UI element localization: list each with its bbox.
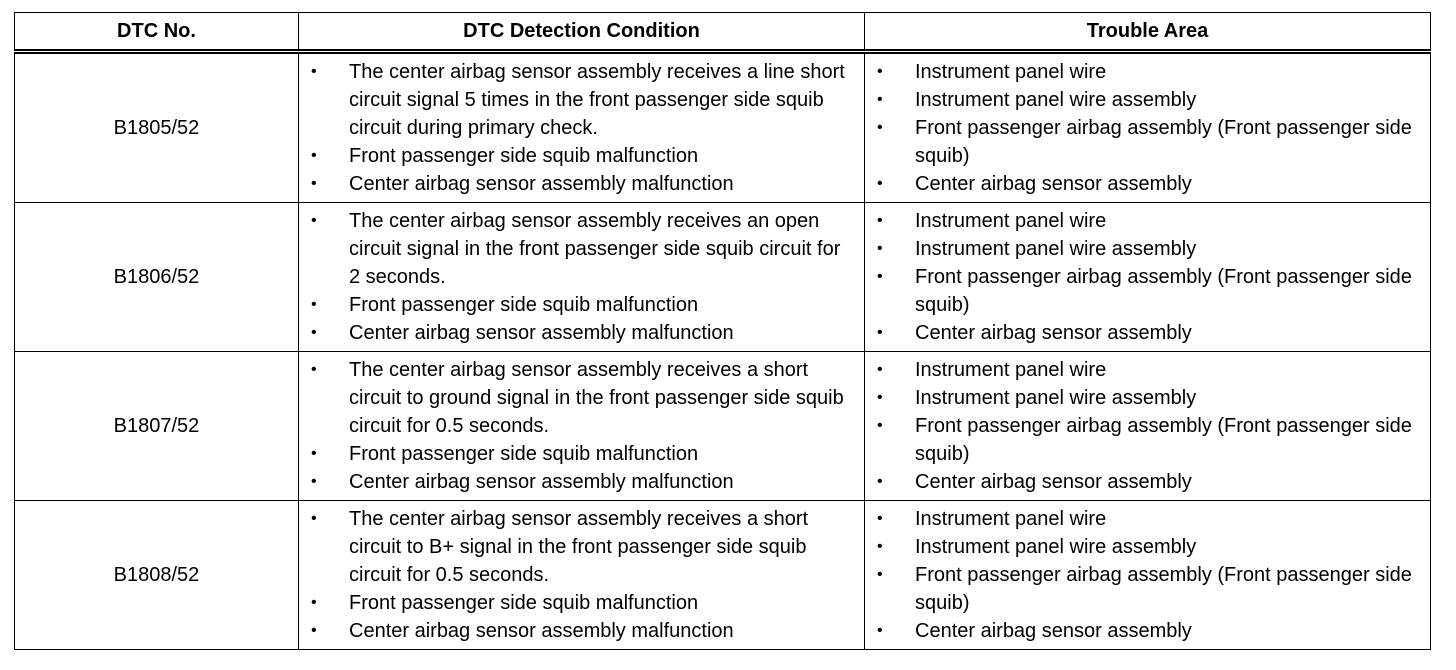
list-item	[865, 356, 1422, 384]
list-item	[865, 114, 1422, 170]
header-row	[15, 13, 1431, 52]
list-item-text: The center airbag sensor assembly receives a short circuit to ground signal in the front passenger side squib circuit for 0.5 seconds.	[349, 359, 844, 437]
header-detection-condition: DTC Detection Condition	[299, 13, 865, 52]
bullet-icon: •	[877, 175, 883, 192]
list-item	[299, 356, 856, 440]
header-dtc-no: DTC No.	[15, 13, 299, 52]
detection-condition-cell	[299, 501, 865, 650]
dtc-code: B1808/52	[15, 501, 299, 650]
bullet-icon: •	[311, 594, 317, 611]
trouble-area-list	[865, 54, 1430, 202]
bullet-icon: •	[311, 296, 317, 313]
list-item	[865, 86, 1422, 114]
bullet-icon: •	[877, 324, 883, 341]
bullet-icon: •	[877, 63, 883, 80]
list-item-text: Center airbag sensor assembly malfunction	[349, 620, 734, 642]
list-item-text: Front passenger side squib malfunction	[349, 294, 699, 316]
list-item	[865, 468, 1422, 496]
dtc-code: B1807/52	[15, 352, 299, 501]
list-item	[299, 468, 856, 496]
list-item	[865, 263, 1422, 319]
list-item-text: Center airbag sensor assembly	[915, 471, 1192, 493]
bullet-icon: •	[311, 324, 317, 341]
list-item	[299, 505, 856, 589]
list-item	[299, 170, 856, 198]
list-item-text: Instrument panel wire assembly	[915, 536, 1197, 558]
trouble-area-cell	[865, 52, 1431, 203]
list-item-text: Instrument panel wire	[915, 61, 1107, 83]
list-item	[865, 58, 1422, 86]
trouble-area-list	[865, 352, 1430, 500]
list-item	[299, 440, 856, 468]
bullet-icon: •	[877, 361, 883, 378]
dtc-code: B1806/52	[15, 203, 299, 352]
list-item-text: Front passenger side squib malfunction	[349, 443, 699, 465]
list-item	[299, 207, 856, 291]
list-item	[299, 617, 856, 645]
bullet-icon: •	[877, 212, 883, 229]
list-item-text: Front passenger airbag assembly (Front passenger side squib)	[915, 117, 1412, 167]
list-item-text: Instrument panel wire assembly	[915, 387, 1197, 409]
list-item-text: Center airbag sensor assembly malfunction	[349, 471, 734, 493]
table-row	[15, 352, 1431, 501]
list-item	[865, 207, 1422, 235]
trouble-area-cell	[865, 352, 1431, 501]
table-row	[15, 52, 1431, 203]
list-item	[299, 291, 856, 319]
bullet-icon: •	[877, 240, 883, 257]
bullet-icon: •	[311, 147, 317, 164]
list-item-text: Front passenger airbag assembly (Front passenger side squib)	[915, 415, 1412, 465]
detection-condition-cell	[299, 52, 865, 203]
list-item-text: Center airbag sensor assembly	[915, 173, 1192, 195]
bullet-icon: •	[877, 473, 883, 490]
dtc-table-header	[15, 13, 1431, 52]
list-item-text: Center airbag sensor assembly malfunction	[349, 173, 734, 195]
list-item-text: Center airbag sensor assembly	[915, 322, 1192, 344]
header-trouble-area: Trouble Area	[865, 13, 1431, 52]
bullet-icon: •	[877, 268, 883, 285]
bullet-icon: •	[311, 175, 317, 192]
list-item-text: The center airbag sensor assembly receives a short circuit to B+ signal in the front passenger side squib circuit for 0.5 seconds.	[349, 508, 809, 586]
list-item	[865, 533, 1422, 561]
list-item-text: Center airbag sensor assembly malfunction	[349, 322, 734, 344]
list-item	[865, 170, 1422, 198]
bullet-icon: •	[311, 445, 317, 462]
list-item-text: Front passenger airbag assembly (Front passenger side squib)	[915, 564, 1412, 614]
list-item-text: Front passenger airbag assembly (Front passenger side squib)	[915, 266, 1412, 316]
bullet-icon: •	[311, 63, 317, 80]
bullet-icon: •	[877, 622, 883, 639]
list-item	[299, 142, 856, 170]
bullet-icon: •	[311, 361, 317, 378]
list-item	[865, 617, 1422, 645]
detection-condition-list	[299, 501, 864, 649]
detection-condition-list	[299, 203, 864, 351]
list-item-text: Center airbag sensor assembly	[915, 620, 1192, 642]
list-item	[865, 384, 1422, 412]
detection-condition-list	[299, 352, 864, 500]
bullet-icon: •	[877, 91, 883, 108]
list-item-text: The center airbag sensor assembly receives an open circuit signal in the front passenger side squib circuit for 2 seconds.	[349, 210, 841, 288]
list-item	[299, 58, 856, 142]
list-item-text: The center airbag sensor assembly receives a line short circuit signal 5 times in the front passenger side squib circuit during primary check.	[349, 61, 845, 139]
bullet-icon: •	[311, 622, 317, 639]
trouble-area-list	[865, 203, 1430, 351]
detection-condition-cell	[299, 352, 865, 501]
list-item-text: Front passenger side squib malfunction	[349, 145, 699, 167]
list-item	[865, 319, 1422, 347]
bullet-icon: •	[877, 510, 883, 527]
trouble-area-list	[865, 501, 1430, 649]
bullet-icon: •	[877, 538, 883, 555]
table-row	[15, 203, 1431, 352]
trouble-area-cell	[865, 203, 1431, 352]
list-item-text: Instrument panel wire	[915, 359, 1107, 381]
list-item	[865, 561, 1422, 617]
list-item-text: Instrument panel wire	[915, 508, 1107, 530]
detection-condition-cell	[299, 203, 865, 352]
detection-condition-list	[299, 54, 864, 202]
list-item-text: Instrument panel wire assembly	[915, 238, 1197, 260]
list-item	[865, 412, 1422, 468]
bullet-icon: •	[311, 510, 317, 527]
bullet-icon: •	[877, 566, 883, 583]
dtc-table	[14, 12, 1431, 650]
list-item	[865, 235, 1422, 263]
list-item	[299, 589, 856, 617]
bullet-icon: •	[311, 212, 317, 229]
bullet-icon: •	[311, 473, 317, 490]
bullet-icon: •	[877, 417, 883, 434]
list-item-text: Front passenger side squib malfunction	[349, 592, 699, 614]
dtc-code: B1805/52	[15, 52, 299, 203]
trouble-area-cell	[865, 501, 1431, 650]
list-item-text: Instrument panel wire assembly	[915, 89, 1197, 111]
list-item	[299, 319, 856, 347]
table-row	[15, 501, 1431, 650]
list-item-text: Instrument panel wire	[915, 210, 1107, 232]
list-item	[865, 505, 1422, 533]
bullet-icon: •	[877, 389, 883, 406]
dtc-table-body	[15, 52, 1431, 650]
bullet-icon: •	[877, 119, 883, 136]
